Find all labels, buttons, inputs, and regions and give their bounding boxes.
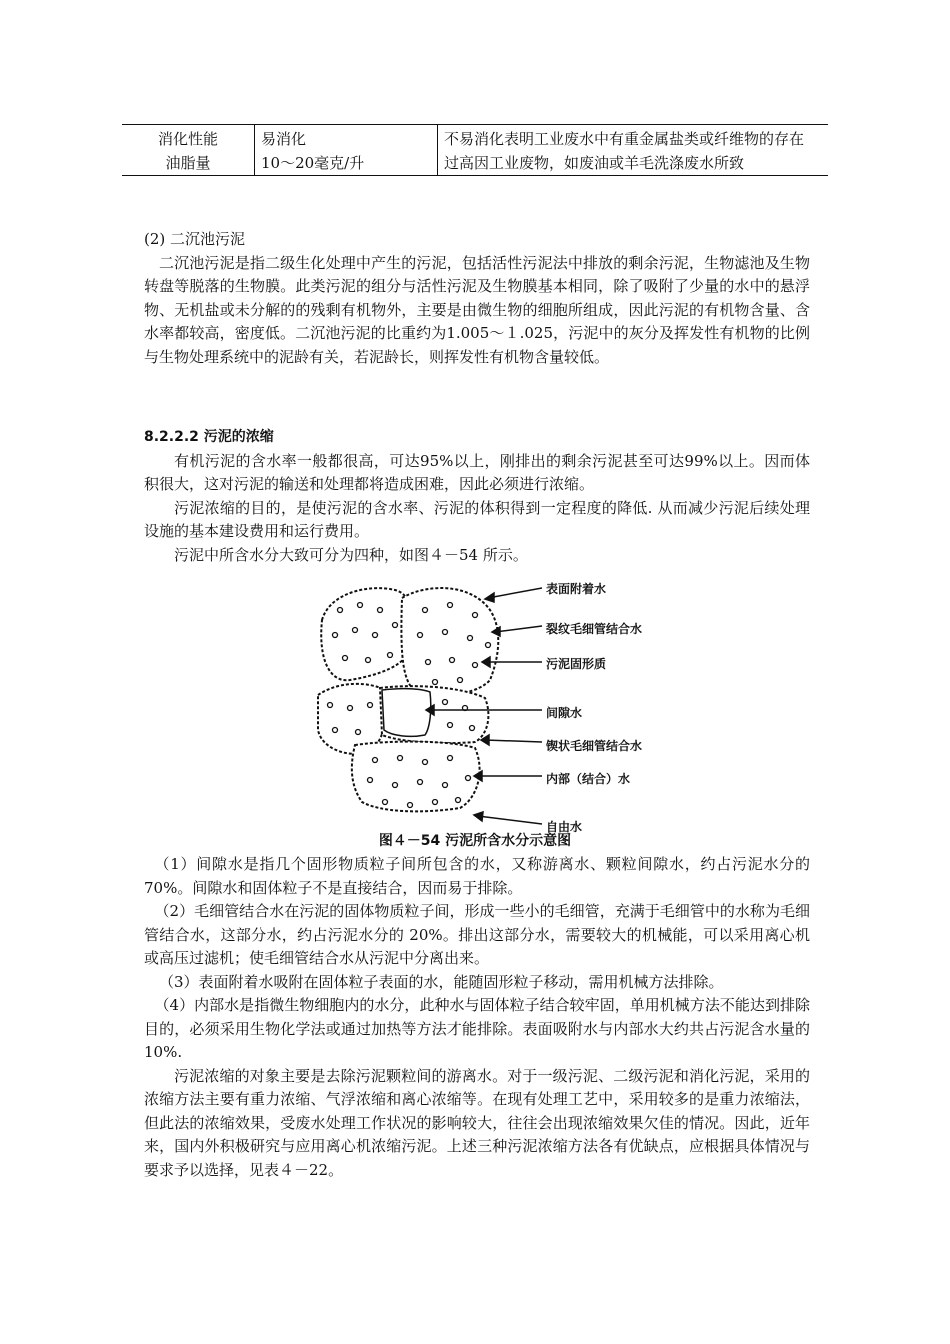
table-cell-value: 10～20毫克/升 (255, 151, 438, 176)
paragraph: 污泥浓缩的对象主要是去除污泥颗粒间的游离水。对于一级污泥、二级污泥和消化污泥，采用的浓缩方法主要有重力浓缩、气浮浓缩和离心浓缩等。在现有处理工艺中，采用较多的是重力浓缩法，但此法的浓缩效果，受废水处理工作状况的影响较大，往往会出现浓缩效果欠佳的情况。因此，近年来，国内外积极研究与应用离心机浓缩污泥。上述三种污泥浓缩方法各有优缺点，应根据具体情况与要求予以选择，见表４－22。 (144, 1066, 810, 1179)
label-free-water: 自由水 (546, 820, 583, 834)
section-secondary-sludge (144, 228, 810, 369)
label-crack-capillary-water: 裂纹毛细管结合水 (546, 622, 643, 636)
label-wedge-capillary-water: 锲状毛细管结合水 (546, 739, 643, 753)
table-cell-note: 不易消化表明工业废水中有重金属盐类或纤维物的存在 (444, 130, 805, 148)
table-row (122, 151, 828, 176)
sludge-diagram-graphic (310, 580, 670, 830)
paragraph: （2）毛细管结合水在污泥的固体物质粒子间，形成一些小的毛细管，充满于毛细管中的水称为毛细管结合水，这部分水，约占污泥水分的 20%。排出这部分水，需要较大的机械能，可以采用离心机或高压过滤机；使毛细管结合水从污泥中分离出来。 (144, 902, 810, 967)
paragraph: 污泥浓缩的目的，是使污泥的含水率、污泥的体积得到一定程度的降低. 从而减少污泥后续处理设施的基本建设费用和运行费用。 (144, 498, 810, 540)
figure-caption: 图４－54 污泥所含水分示意图 (378, 833, 572, 849)
label-sludge-solid: 污泥固形质 (546, 657, 607, 671)
paragraph: （4）内部水是指微生物细胞内的水分，此种水与固体粒子结合较牢固，单用机械方法不能达到排除目的，必须采用生物化学法或通过加热等方法才能排除。表面吸附水与内部水大约共占污泥含水量的 10%. (144, 996, 810, 1061)
table-cell-value: 易消化 (255, 125, 438, 152)
section-title: (2) 二沉池污泥 (144, 230, 246, 248)
table-cell-note: 过高因工业废物，如废油或羊毛洗涤废水所致 (444, 154, 745, 172)
label-gap-water: 间隙水 (546, 706, 583, 720)
section-heading: 8.2.2.2 污泥的浓缩 (144, 429, 274, 445)
table-cell-name: 消化性能 (122, 125, 255, 152)
section-water-types (144, 853, 810, 1182)
paragraph: 二沉池污泥是指二级生化处理中产生的污泥，包括活性污泥法中排放的剩余污泥，生物滤池及生物转盘等脱落的生物膜。此类污泥的组分与活性污泥及生物膜基本相同，除了吸附了少量的水中的悬浮物、无机盐或未分解的的残剩有机物外，主要是由微生物的细胞所组成，因此污泥的有机物含量、含水率都较高，密度低。二沉池污泥的比重约为1.005～１.025，污泥中的灰分及挥发性有机物的比例与生物处理系统中的泥龄有关，若泥龄长，则挥发性有机物含量较低。 (144, 253, 810, 366)
table-row (122, 125, 828, 152)
label-inner-water: 内部（结合）水 (546, 772, 631, 786)
paragraph: （1）间隙水是指几个固形物质粒子间所包含的水，又称游离水、颗粒间隙水，约占污泥水分的 70%。间隙水和固体粒子不是直接结合，因而易于排除。 (144, 855, 810, 897)
label-surface-water: 表面附着水 (546, 582, 607, 596)
table-cell-name: 油脂量 (122, 151, 255, 176)
section-sludge-thickening (144, 426, 810, 567)
paragraph: （3）表面附着水吸附在固体粒子表面的水，能随固形粒子移动，需用机械方法排除。 (159, 972, 724, 991)
paragraph: 污泥中所含水分大致可分为四种，如图４－54 所示。 (174, 545, 528, 564)
sludge-water-diagram (310, 580, 670, 834)
paragraph: 有机污泥的含水率一般都很高，可达95%以上，刚排出的剩余污泥甚至可达99%以上。因而体积很大，这对污泥的输送和处理都将造成困难，因此必须进行浓缩。 (144, 451, 810, 493)
sludge-properties-table (122, 124, 828, 176)
